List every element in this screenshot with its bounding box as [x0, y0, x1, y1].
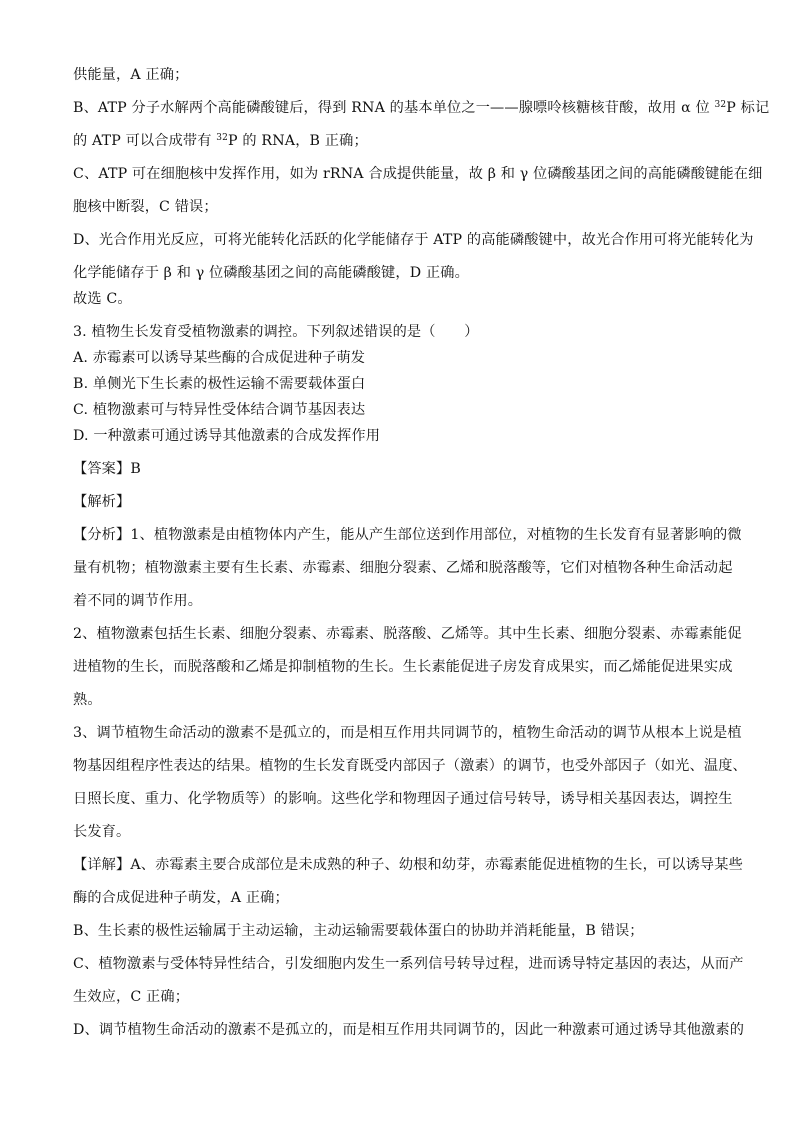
text-segment: 1、植物激素是由植物体内产生，能从产生部位送到作用部位，对植物的生长发育有显著影响的微	[130, 527, 742, 543]
fenxi-tag: 【分析】	[73, 527, 131, 543]
analysis-heading: 【解析】	[73, 494, 131, 510]
superscript: 32	[216, 133, 229, 143]
text-line	[73, 522, 742, 548]
answer-tag: 【答案】	[73, 461, 131, 477]
text-line: 量有机物；植物激素主要有生长素、赤霉素、细胞分裂素、乙烯和脱落酸等，它们对植物各种生命活动起	[73, 560, 733, 576]
text-line: 长发育。	[73, 824, 131, 840]
text-line: 3、调节植物生命活动的激素不是孤立的，而是相互作用共同调节的，植物生命活动的调节从根本上说是植	[73, 725, 742, 741]
superscript: 32	[714, 100, 727, 110]
option-b: B. 单侧光下生长素的极性运输不需要载体蛋白	[73, 376, 366, 392]
text-line: 供能量，A 正确；	[73, 67, 189, 83]
text-line: 物基因组程序性表达的结果。植物的生长发育既受内部因子（激素）的调节，也受外部因子（如光、温度、	[73, 758, 747, 774]
document-page	[73, 62, 770, 1043]
text-segment: A、赤霉素主要合成部位是未成熟的种子、幼根和幼芽，赤霉素能促进植物的生长，可以诱导某些	[130, 857, 743, 873]
text-line: 2、植物激素包括生长素、细胞分裂素、赤霉素、脱落酸、乙烯等。其中生长素、细胞分裂素、赤霉素能促	[73, 626, 742, 642]
text-line	[73, 852, 743, 878]
text-line: C、植物激素与受体特异性结合，引发细胞内发生一系列信号转导过程，进而诱导特定基因的表达，从而产	[73, 956, 744, 972]
text-line: B、生长素的极性运输属于主动运输，主动运输需要载体蛋白的协助并消耗能量，B 错误；	[73, 923, 644, 939]
text-line: 生效应，C 正确；	[73, 989, 190, 1005]
answer-line	[73, 456, 725, 482]
xiangjie-tag: 【详解】	[73, 857, 131, 873]
question-stem: 3. 植物生长发育受植物激素的调控。下列叙述错误的是（ ）	[73, 324, 479, 340]
answer-value: B	[130, 461, 141, 477]
text-line: C、ATP 可在细胞核中发挥作用，如为 rRNA 合成提供能量，故 β 和 γ 位磷酸基团之间的高能磷酸键能在细	[73, 166, 763, 182]
text-segment: 的 ATP 可以合成带有	[73, 133, 217, 149]
text-line: D、光合作用光反应，可将光能转化活跃的化学能储存于 ATP 的高能磷酸键中，故光合作用可将光能转化为	[73, 232, 754, 248]
option-d: D. 一种激素可通过诱导其他激素的合成发挥作用	[73, 428, 381, 444]
text-line: D、调节植物生命活动的激素不是孤立的，而是相互作用共同调节的，因此一种激素可通过诱导其他激素的	[73, 1022, 745, 1038]
text-segment: P 标记	[726, 100, 770, 116]
text-line: 酶的合成促进种子萌发，A 正确；	[73, 890, 289, 906]
text-line	[73, 95, 770, 121]
text-line: 熟。	[73, 692, 102, 708]
text-line: 进植物的生长，而脱落酸和乙烯是抑制植物的生长。生长素能促进子房发育成果实，而乙烯能促进果实成	[73, 659, 733, 675]
text-line: 化学能储存于 β 和 γ 位磷酸基团之间的高能磷酸键，D 正确。	[73, 265, 469, 281]
text-line: 着不同的调节作用。	[73, 593, 203, 609]
text-line: 胞核中断裂，C 错误；	[73, 199, 218, 215]
option-a: A. 赤霉素可以诱导某些酶的合成促进种子萌发	[73, 350, 366, 366]
text-segment: P 的 RNA，B 正确；	[228, 133, 368, 149]
text-segment: B、ATP 分子水解两个高能磷酸键后，得到 RNA 的基本单位之一——腺嘌呤核糖核苷酸，故用 α 位	[73, 100, 715, 116]
text-line	[73, 128, 725, 154]
option-c: C. 植物激素可与特异性受体结合调节基因表达	[73, 402, 366, 418]
text-line: 日照长度、重力、化学物质等）的影响。这些化学和物理因子通过信号转导，诱导相关基因表达，调控生	[73, 791, 733, 807]
text-line: 故选 C。	[73, 291, 132, 307]
